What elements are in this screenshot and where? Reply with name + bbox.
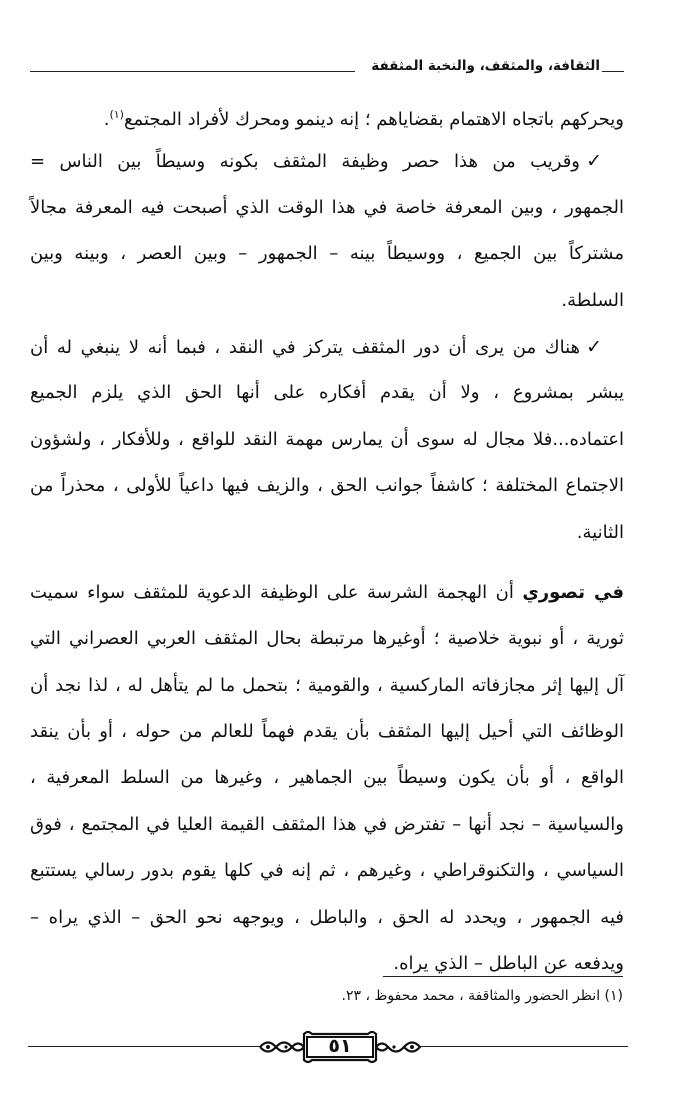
paragraph-4-line: فيه الجمهور ، ويحدد له الحق ، والباطل ، ويوجهه نحو الحق – الذي يراه – [30, 906, 624, 928]
paragraph-4-line: الوظائف التي أحيل إليها المثقف بأن يقدم فهماً للعالم من حوله ، أو بأن ينقد [30, 721, 624, 743]
paragraph-4-line: والسياسية – نجد أنها – تفترض في هذا المثقف القيمة العليا في المجتمع ، فوق [30, 813, 624, 835]
checkmark-icon: ✓ [586, 335, 602, 358]
paragraph-2-line: الجمهور ، وبين المعرفة خاصة في هذا الوقت الذي أصبحت فيه المعرفة مجالاً [30, 196, 624, 218]
header-rule-left [30, 71, 355, 72]
paragraph-1-line: ويحركهم باتجاه الاهتمام بقضاياهم ؛ إنه دينمو ومحرك لأفراد المجتمع$^{(١)}$. [103, 108, 624, 130]
paragraph-4-line: ثورية ، أو نبوية خلاصية ؛ أوغيرها مرتبطة بحال المثقف العربي العصراني التي [30, 628, 624, 650]
footnote-ref[interactable]: (١) [109, 108, 124, 121]
paragraph-4-line: الواقع ، أو بأن يكون وسيطاً بين الجماهير ، وغيرها من السلط المعرفية ، [30, 767, 624, 789]
paragraph-2-line: مشتركاً بين الجميع ، ووسيطاً بينه – الجمهور – وبين العصر ، وبينه وبين [30, 243, 624, 265]
body-text [30, 92, 624, 987]
paragraph-3-line: الاجتماع المختلفة ؛ كاشفاً جوانب الحق ، والزيف فيها داعياً للأولى ، محذراً من [30, 475, 624, 497]
footnote-rule [383, 976, 623, 977]
paragraph-4-line: ويدفعه عن الباطل – الذي يراه. [393, 953, 624, 975]
paragraph-4-line: السياسي ، والتكنوقراطي ، وغيرهم ، ثم إنه في كلها يقوم بدور رسالي يستتبع [30, 860, 624, 882]
paragraph-3-line: الثانية. [576, 521, 624, 543]
paragraph-4-lead: في تصوري [522, 581, 624, 603]
footer-rule-right [420, 1046, 628, 1047]
page-number: ٥١ [328, 1035, 352, 1057]
running-header [30, 58, 624, 86]
footer-rule-left [28, 1046, 260, 1047]
paragraph-2-line: ✓وقريب من هذا حصر وظيفة المثقف بكونه وسيطاً بين الناس = [30, 138, 624, 184]
header-rule-right [602, 71, 624, 72]
checkmark-icon: ✓ [586, 150, 602, 173]
paragraph-3-line: ✓هناك من يرى أن دور المثقف يتركز في النقد ، فبما أنه لا ينبغي له أن [30, 324, 624, 370]
paragraph-3-line: اعتماده...فلا مجال له سوى أن يمارس مهمة النقد للواقع ، وللأفكار ، ولشؤون [30, 428, 624, 450]
paragraph-2-line: السلطة. [561, 289, 624, 311]
paragraph-3-line: يبشر بمشروع ، ولا أن يقدم أفكاره على أنها الحق الذي يلزم الجميع [30, 382, 624, 404]
paragraph-4-line: في تصوري أن الهجمة الشرسة على الوظيفة الدعوية للمثقف سواء سميت [30, 581, 624, 603]
header-title: الثقافة، والمثقف، والنخبة المثقفة [371, 58, 600, 74]
footnote: (١) انظر الحضور والمثاقفة ، محمد محفوظ ، ٢٣. [341, 988, 623, 1004]
paragraph-4-line: آل إليها إثر مجازفاته الماركسية ، والقومية ؛ بتحمل ما لم يتأهل له ، لذا نجد أن [30, 674, 624, 696]
